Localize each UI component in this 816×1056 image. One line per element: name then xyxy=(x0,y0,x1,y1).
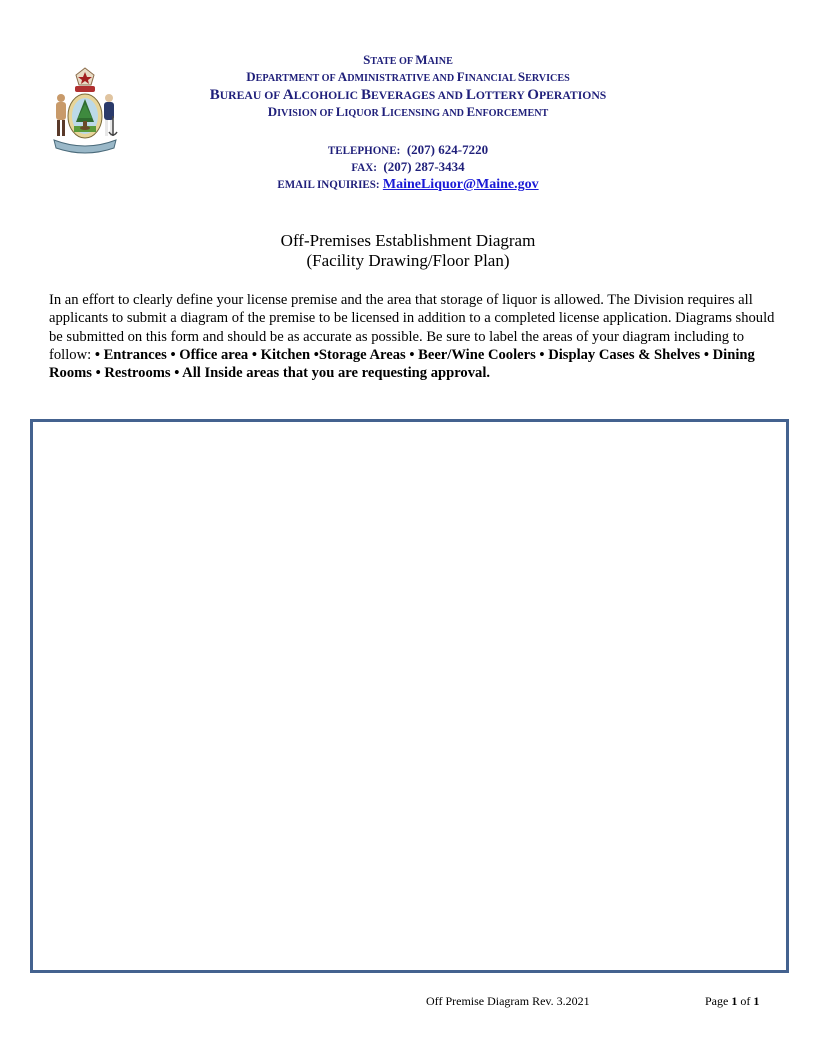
page-number xyxy=(705,994,759,1009)
instructions-paragraph xyxy=(49,291,779,382)
page-total: 1 xyxy=(753,994,760,1008)
fax-line xyxy=(0,159,816,176)
page-current: 1 xyxy=(731,994,738,1008)
email-label: EMAIL INQUIRIES: xyxy=(277,179,380,191)
telephone-line xyxy=(0,142,816,159)
document-title: Off-Premises Establishment Diagram xyxy=(280,231,536,250)
page-label: Page xyxy=(705,994,732,1008)
page-of: of xyxy=(737,994,754,1008)
document-subtitle: (Facility Drawing/Floor Plan) xyxy=(306,251,510,270)
diagram-drawing-area[interactable] xyxy=(30,419,789,973)
contact-info xyxy=(0,142,816,193)
required-areas-list: • Entrances • Office area • Kitchen •Storage Areas • Beer/Wine Coolers • Display Cases & Shelves • Dining Rooms • Restrooms • All Inside areas that you are requesting approval. xyxy=(49,346,755,382)
division-heading: DIVISION OF LIQUOR LICENSING AND ENFORCEMENT xyxy=(267,104,549,119)
revision-label: Off Premise Diagram Rev. 3.2021 xyxy=(426,994,590,1008)
state-heading: STATE OF MAINE xyxy=(363,52,453,67)
telephone-label: TELEPHONE: xyxy=(327,145,401,157)
document-title-block xyxy=(0,231,816,271)
fax-label: FAX: xyxy=(351,162,377,174)
fax-number: (207) 287-3434 xyxy=(383,159,465,174)
telephone-number: (207) 624-7220 xyxy=(406,142,489,157)
email-link[interactable]: MaineLiquor@Maine.gov xyxy=(382,177,539,192)
bureau-heading: BUREAU OF ALCOHOLIC BEVERAGES AND LOTTERY OPERATIONS xyxy=(209,87,607,103)
email-line xyxy=(0,176,816,193)
department-heading: DEPARTMENT OF ADMINISTRATIVE AND FINANCIAL SERVICES xyxy=(246,69,570,84)
agency-header xyxy=(0,52,816,122)
instructions-text: In an effort to clearly define your license premise and the area that storage of liquor is allowed. The Division requires all applicants to submit a diagram of the premise to be licensed in addition to a completed license application. Diagrams should be submitted on this form and should be as accurate as possible. Be sure to label the areas of your diagram including to follow: xyxy=(49,292,775,363)
